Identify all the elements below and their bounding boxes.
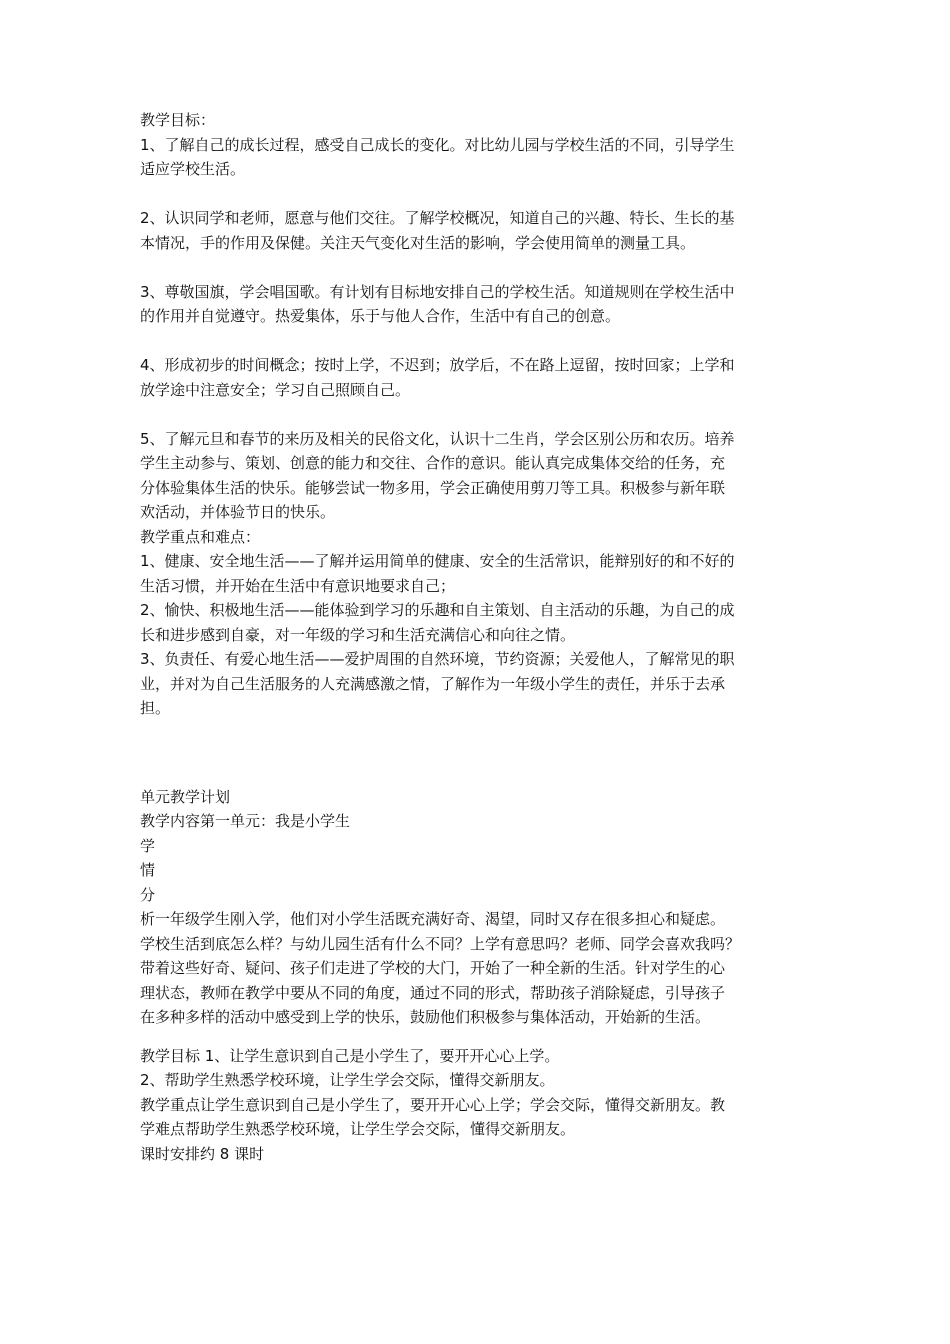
- point-3-line-3: 担。: [140, 699, 171, 717]
- point-1-line-2: 生活习惯，并开始在生活中有意识地要求自己；: [140, 576, 456, 595]
- unit-goal-line-2: 2、帮助学生熟悉学校环境，让学生学会交际，懂得交新朋友。: [140, 1071, 555, 1089]
- section-title-keypoints: 教学重点和难点：: [140, 527, 261, 546]
- goal-5-line-4: 欢活动，并体验节日的快乐。: [140, 503, 336, 521]
- unit-goal-line-1: 教学目标 1、让学生意识到自己是小学生了，要开开心心上学。: [140, 1046, 560, 1065]
- section-title-goals: 教学目标：: [140, 111, 216, 129]
- goal-4-line-1: 4、形成初步的时间概念；按时上学，不迟到；放学后，不在路上逗留，按时回家；上学和: [140, 356, 735, 374]
- point-3-line-1: 3、负责任、有爱心地生活——爱护周围的自然环境，节约资源；关爱他人，了解常见的职: [140, 650, 735, 668]
- spacer: [140, 402, 820, 427]
- goal-2-line-1: 2、认识同学和老师，愿意与他们交往。了解学校概况，知道自己的兴趣、特长、生长的基: [140, 209, 735, 227]
- goal-4-line-2: 放学途中注意安全；学习自己照顾自己。: [140, 380, 411, 399]
- unit-keypoints-line-2: 学难点帮助学生熟悉学校环境，让学生学会交际，懂得交新朋友。: [140, 1120, 576, 1138]
- point-1-line-1: 1、健康、安全地生活——了解并运用简单的健康、安全的生活常识，能辩别好的和不好的: [140, 552, 735, 570]
- goal-2-line-2: 本情况，手的作用及保健。关注天气变化对生活的影响，学会使用简单的测量工具。: [140, 233, 696, 252]
- vertical-char-1: 学: [140, 836, 156, 855]
- document-page: [140, 108, 820, 1166]
- goal-3-line-2: 的作用并自觉遵守。热爱集体，乐于与他人合作，生活中有自己的创意。: [140, 307, 621, 325]
- point-3-line-2: 业，并对为自己生活服务的人充满感激之情，了解作为一年级小学生的责任，并乐于去承: [140, 674, 726, 693]
- goal-3-line-1: 3、尊敬国旗，学会唱国歌。有计划有目标地安排自己的学校生活。知道规则在学校生活中: [140, 282, 735, 301]
- goal-1-line-1: 1、了解自己的成长过程，感受自己成长的变化。对比幼儿园与学校生活的不同，引导学生: [140, 135, 735, 154]
- vertical-char-2: 情: [140, 861, 156, 879]
- unit-content: 教学内容第一单元：我是小学生: [140, 812, 351, 830]
- goal-5-line-1: 5、了解元旦和春节的来历及相关的民俗文化，认识十二生肖，学会区别公历和农历。培养: [140, 429, 735, 448]
- goal-5-line-2: 学生主动参与、策划、创意的能力和交往、合作的意识。能认真完成集体交给的任务，充: [140, 454, 726, 472]
- point-2-line-1: 2、愉快、积极地生活——能体验到学习的乐趣和自主策划、自主活动的乐趣，为自己的成: [140, 601, 735, 619]
- analysis-line-5: 在多种多样的活动中感受到上学的快乐，鼓励他们积极参与集体活动，开始新的生活。: [140, 1008, 711, 1026]
- spacer: [140, 721, 820, 785]
- unit-keypoints-line-1: 教学重点让学生意识到自己是小学生了，要开开心心上学；学会交际，懂得交新朋友。教: [140, 1095, 726, 1114]
- spacer: [140, 329, 820, 354]
- vertical-char-3: 分: [140, 885, 156, 904]
- analysis-line-1: 析一年级学生刚入学，他们对小学生活既充满好奇、渴望，同时又存在很多担心和疑虑。: [140, 910, 726, 928]
- goal-5-line-3: 分体验集体生活的快乐。能够尝试一物多用，学会正确使用剪刀等工具。积极参与新年联: [140, 478, 726, 497]
- spacer: [140, 1030, 820, 1044]
- goal-1-line-2: 适应学校生活。: [140, 160, 246, 178]
- analysis-line-4: 理状态，教师在教学中要从不同的角度，通过不同的形式，帮助孩子消除疑虑，引导孩子: [140, 983, 726, 1002]
- analysis-line-3: 带着这些好奇、疑问、孩子们走进了学校的大门，开始了一种全新的生活。针对学生的心: [140, 959, 726, 977]
- unit-schedule: 课时安排约 8 课时: [140, 1144, 265, 1163]
- analysis-line-2: 学校生活到底怎么样？与幼儿园生活有什么不同？上学有意思吗？老师、同学会喜欢我吗？: [140, 934, 741, 953]
- spacer: [140, 255, 820, 280]
- point-2-line-2: 长和进步感到自豪，对一年级的学习和生活充满信心和向往之情。: [140, 625, 576, 644]
- spacer: [140, 182, 820, 207]
- section-title-unit-plan: 单元教学计划: [140, 787, 231, 806]
